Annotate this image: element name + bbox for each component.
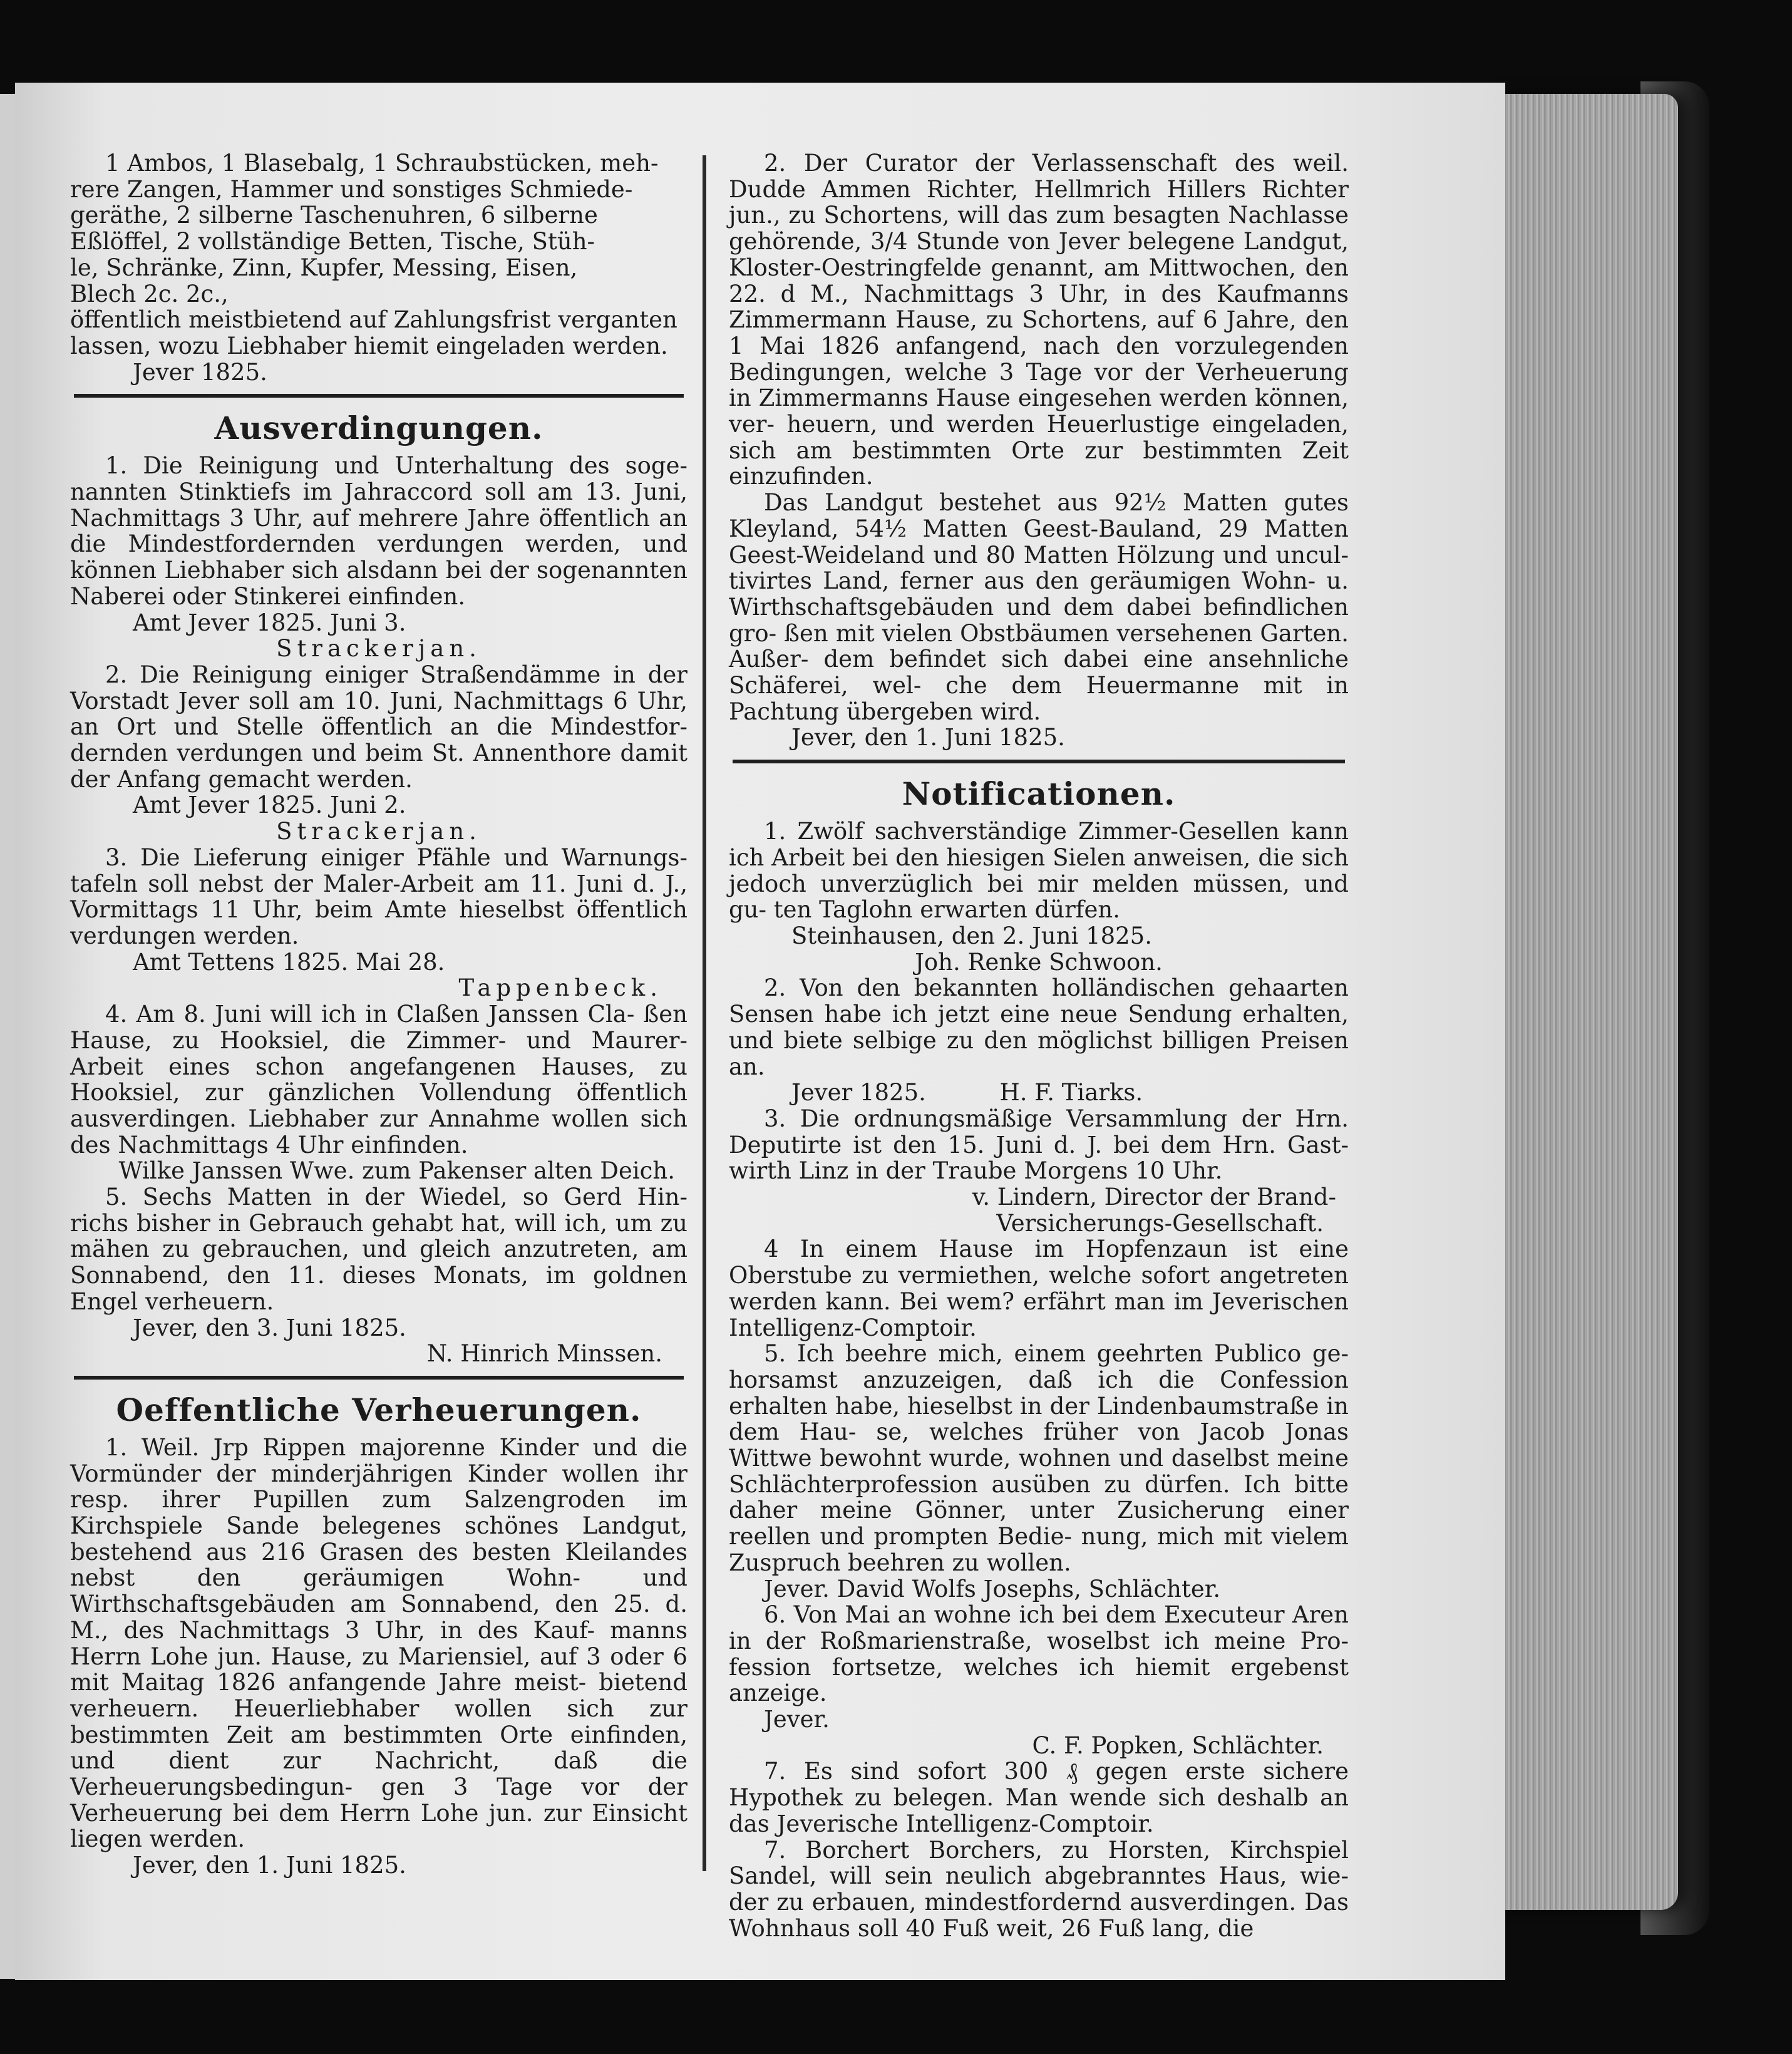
lease-item-2-details: Das Landgut bestehet aus 92½ Matten gutes Kleyland, 54½ Matten Geest-Bauland, 29 Matten Geest-Weideland und 80 Matten Hölzung und uncul- tivirtes Land, ferner aus den geräumigen Wohn- u. Wirthschaftsgebäuden und dem dabei befindlichen gro- ßen mit vielen Obstbäumen versehenen Garten. Außer- dem befindet sich dabei eine ansehnliche Schäferei, wel- che dem Heuermanne mit in Pachtung übergeben wird. [729,489,1349,725]
intro-line: le, Schränke, Zinn, Kupfer, Messing, Eisen, [70,254,578,281]
notice-signature: Wilke Janssen Wwe. zum Pakenser alten Deich. [118,1157,675,1185]
notice-signature: Versicherungs-Gesellschaft. [996,1209,1324,1237]
page-edges [1490,94,1678,1910]
intro-line: Blech 2c. 2c., [70,280,229,307]
notice-place-date: Jever, den 1. Juni 1825. [791,724,1065,751]
notice-signature: Jever. David Wolfs Josephs, Schlächter. [764,1575,1221,1602]
notification-4: 4 In einem Hause im Hopfenzaun ist eine Oberstube zu vermiethen, welche sofort angetreten werden kann. Bei wem? erfährt man im Jeverischen Intelligenz-Comptoir. [729,1236,1349,1341]
section-heading-verheuerungen: Oeffentliche Verheuerungen. [116,1391,642,1428]
notice-signature: Jever 1825. H. F. Tiarks. [791,1079,1143,1107]
notification-5: 5. Ich beehre mich, einem geehrten Publico ge- horsamst anzuzeigen, daß ich die Confession erhalten habe, hieselbst in der Lindenbaumstraße in dem Hau- se, welches früher von Jacob Jonas Wittwe bewohnt wurde, wohnen und daselbst meine Schlächterprofession ausüben zu dürfen. Ich bitte daher meine Gönner, unter Zusicherung einer reellen und prompten Bedie- nung, mich mit vielem Zuspruch beehren zu wollen. [729,1340,1349,1576]
notification-1: 1. Zwölf sachverständige Zimmer-Gesellen kann ich Arbeit bei den hiesigen Sielen anweisen, die sich jedoch unverzüglich bei mir melden müssen, und gu- ten Taglohn erwarten dürfen. [729,818,1349,924]
section-rule [733,760,1345,763]
notice-place-date: Jever, den 3. Juni 1825. [133,1314,406,1341]
notice-item-2: 2. Die Reinigung einiger Straßendämme in der Vorstadt Jever soll am 10. Juni, Nachmittags 6 Uhr, an Ort und Stelle öffentlich an die Mindestfor- dernden verdungen und beim St. Annenthore damit der Anfang gemacht werden. [70,661,687,793]
notice-signature: C. F. Popken, Schlächter. [1032,1731,1324,1759]
notice-signature: v. Lindern, Director der Brand- [972,1184,1336,1211]
newspaper-page [15,83,1505,1980]
notice-item-3: 3. Die Lieferung einiger Pfähle und Warnungs- tafeln soll nebst der Maler-Arbeit am 11. Juni d. J., Vormittags 11 Uhr, beim Amte hieselbst öffentlich verdungen werden. [70,844,687,949]
notification-7: 7. Es sind sofort 300 ₰ gegen erste sichere Hypothek zu belegen. Man wende sich deshalb an das Jeverische Intelligenz-Comptoir. [729,1758,1349,1837]
section-heading-notificationen: Notificationen. [902,775,1176,813]
notice-signature: Joh. Renke Schwoon. [915,948,1163,976]
section-rule [74,1376,684,1380]
section-rule [74,394,684,398]
notification-3: 3. Die ordnungsmäßige Versammlung der Hrn. Deputirte ist den 15. Juni d. J. bei dem Hrn. Gast- wirth Linz in der Traube Morgens 10 Uhr. [729,1105,1349,1185]
notice-item-4: 4. Am 8. Juni will ich in Claßen Janssen Cla- ßen Hause, zu Hooksiel, die Zimmer- und Maurer- Arbeit eines schon angefangenen Hauses, zu Hooksiel, zur gänzlichen Vollendung öffentlich ausverdingen. Liebhaber zur Annahme wollen sich des Nachmittags 4 Uhr einfinden. [70,1001,687,1159]
lease-item-1: 1. Weil. Jrp Rippen majorenne Kinder und die Vormünder der minderjährigen Kinder wollen ihr resp. ihrer Pupillen zum Salzengroden im Kirchspiele Sande belegenes schönes Landgut, bestehend aus 216 Grasen des besten Kleilandes nebst den geräumigen Wohn- und Wirthschaftsgebäuden am Sonnabend, den 25. d. M., des Nachmittags 3 Uhr, in des Kauf- manns Herrn Lohe jun. Hause, zu Mariensiel, auf 3 oder 6 mit Maitag 1826 anfangende Jahre meist- bietend verheuern. Heuerliebhaber wollen sich zur bestimmten Zeit am bestimmten Orte einfinden, und dient zur Nachricht, daß die Verheuerungsbedingun- gen 3 Tage vor der Verheuerung bei dem Herrn Lohe jun. zur Einsicht liegen werden. [70,1433,687,1853]
notification-2: 2. Von den bekannten holländischen gehaarten Sensen habe ich jetzt eine neue Sendung erhalten, und biete selbige zu den möglichst billigen Preisen an. [729,974,1349,1080]
intro-text [70,150,687,359]
notice-signature: Strackerjan. [276,818,481,845]
notice-place-date: Jever. [764,1706,830,1733]
notice-signature: N. Hinrich Minssen. [426,1340,662,1368]
notification-6: 6. Von Mai an wohne ich bei dem Executeur Aren in der Roßmarienstraße, woselbst ich meine Pro- fession fortsetze, welches ich hiemit ergebenst anzeige. [729,1601,1349,1707]
notice-place-date: Amt Jever 1825. Juni 2. [133,792,406,819]
intro-line: öffentlich meistbietend auf Zahlungsfrist verganten [70,306,677,334]
intro-line: geräthe, 2 silberne Taschenuhren, 6 silberne [70,202,598,229]
notice-place-date: Steinhausen, den 2. Juni 1825. [791,922,1152,949]
intro-line: Eßlöffel, 2 vollständige Betten, Tische, Stüh- [70,228,595,255]
notice-place-date: Amt Jever 1825. Juni 3. [133,609,406,636]
lease-item-2: 2. Der Curator der Verlassenschaft des weil. Dudde Ammen Richter, Hellmrich Hillers Richter jun., zu Schortens, will das zum besagten Nachlasse gehörende, 3/4 Stunde von Jever belegene Landgut, Kloster-Oestringfelde genannt, am Mittwochen, den 22. d M., Nachmittags 3 Uhr, in des Kaufmanns Zimmermann Hause, zu Schortens, auf 6 Jahre, den 1 Mai 1826 anfangend, nach den vorzulegenden Bedingungen, welche 3 Tage vor der Verheuerung in Zimmermanns Hause eingesehen werden können, ver- heuern, und werden Heuerlustige eingeladen, sich am bestimmten Orte zur bestimmten Zeit einzufinden. [729,150,1349,490]
notice-item-5: 5. Sechs Matten in der Wiedel, so Gerd Hin- richs bisher in Gebrauch gehabt hat, will ich, um zu mähen zu gebrauchen, und gleich anzutreten, am Sonnabend, den 11. dieses Monats, im goldnen Engel verheuern. [70,1184,687,1315]
section-heading-ausverdingungen: Ausverdingungen. [214,410,543,447]
notice-item-1: 1. Die Reinigung und Unterhaltung des soge- nannten Stinktiefs im Jahraccord soll am 13. Juni, Nachmittags 3 Uhr, auf mehrere Jahre öffentlich an die Mindestfordernden verdungen werden, und können Liebhaber sich alsdann bei der sogenannten Naberei oder Stinkerei einfinden. [70,452,687,610]
notice-signature: Tappenbeck. [458,974,662,1002]
intro-signature: Jever 1825. [133,358,267,386]
right-column [729,150,1349,1941]
intro-line: lassen, wozu Liebhaber hiemit eingeladen werden. [70,332,668,359]
intro-line: rere Zangen, Hammer und sonstiges Schmiede- [70,175,633,203]
column-divider [703,155,706,1871]
notice-place-date: Jever, den 1. Juni 1825. [133,1852,406,1879]
notice-signature: Strackerjan. [276,635,481,663]
intro-line: 1 Ambos, 1 Blasebalg, 1 Schraubstücken, meh- [105,150,659,177]
left-column [70,150,687,1879]
facing-page-edge [0,94,16,1979]
notice-place-date: Amt Tettens 1825. Mai 28. [133,948,445,976]
notification-7b: 7. Borchert Borchers, zu Horsten, Kirchspiel Sandel, will sein neulich abgebranntes Haus, wie- der zu erbauen, mindestfordernd ausverdingen. Das Wohnhaus soll 40 Fuß weit, 26 Fuß lang, die [729,1836,1349,1942]
